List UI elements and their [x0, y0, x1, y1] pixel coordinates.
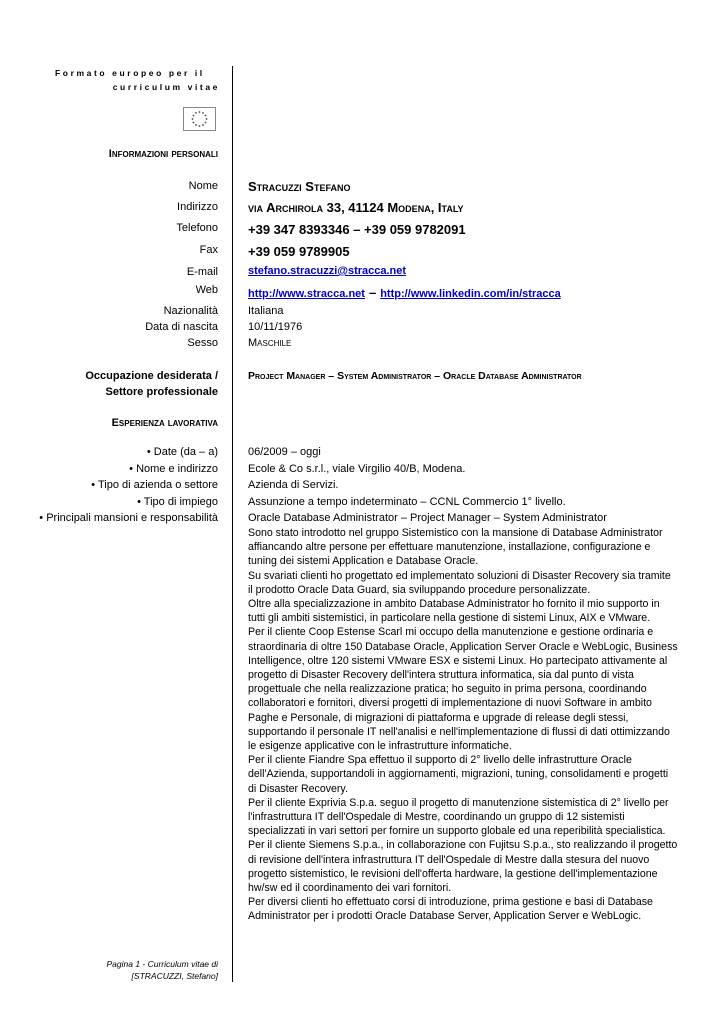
duties-description — [248, 526, 678, 924]
section-title-experience: Esperienza lavorativa — [111, 417, 218, 429]
label-employer: • Nome e indirizzo — [129, 463, 218, 475]
value-name: Stracuzzi Stefano — [248, 179, 351, 194]
value-employer: Ecole & Co s.r.l., viale Virgilio 40/B, Modena. — [248, 463, 466, 475]
label-web: Web — [195, 284, 218, 296]
duties-paragraph: Oltre alla specializzazione in ambito Database Administrator ho fornito il mio supporto in tutti gli ambiti sistemistici, in particolare nella gestione di sistemi Linux, AIX e VMware. — [248, 598, 660, 625]
linkedin-link[interactable]: http://www.linkedin.com/in/stracca — [380, 288, 561, 300]
value-birthdate: 10/11/1976 — [248, 321, 303, 333]
duties-paragraph: Per il cliente Fiandre Spa effettuo il supporto di 2° livello delle infrastrutture Oracle dell'Azienda, supportandoli in aggiornamenti, migrazioni, tuning, consolidamenti e progetti di Disaster Recovery. — [248, 754, 669, 795]
value-duties-title: Oracle Database Administrator – Project Manager – System Administrator — [248, 512, 607, 524]
footer-page-number: 1 — [135, 959, 141, 969]
header-title-line1: Formato europeo per il — [55, 68, 205, 78]
label-occupation-line2: Settore professionale — [105, 386, 218, 398]
label-occupation-line1: Occupazione desiderata / — [85, 370, 218, 382]
label-sector: • Tipo di azienda o settore — [91, 479, 218, 491]
vertical-divider — [232, 66, 233, 982]
header-title-line2: curriculum vitae — [112, 82, 220, 92]
label-dates: • Date (da – a) — [146, 446, 218, 458]
label-employment: • Tipo di impiego — [137, 496, 218, 508]
label-nationality: Nazionalità — [163, 305, 218, 317]
footer-line1 — [106, 958, 218, 970]
duties-paragraph: Per il cliente Siemens S.p.a., in collaborazione con Fujitsu S.p.a., sto realizzando il progetto di revisione dell'intera infrastruttura IT dell'Ospedale di Mestre dalla stesura del nuovo progetto sistemistico, le revisioni dell'offerta hardware, la gestione dell'implementazione hw/sw ed il coordinamento dei vari fornitori. — [248, 839, 678, 895]
label-address: Indirizzo — [177, 201, 218, 213]
label-duties: • Principali mansioni e responsabilità — [39, 512, 218, 524]
footer-page-label: Pagina — [106, 959, 133, 969]
value-sector: Azienda di Servizi. — [248, 479, 339, 491]
eu-flag-icon — [183, 107, 216, 131]
label-email: E-mail — [186, 266, 218, 278]
label-phone: Telefono — [176, 222, 218, 234]
label-name: Nome — [188, 180, 218, 192]
value-phone: +39 347 8393346 – +39 059 9782091 — [248, 222, 466, 237]
label-sex: Sesso — [187, 337, 218, 349]
duties-paragraph: Per il cliente Coop Estense Scarl mi occupo della manutenzione e gestione ordinaria e straordinaria di oltre 150 Database Oracle, Application Server Oracle e WebLogic, Business Intelligence, oltre 120 sistemi VMware ESX e sistemi Linux. Ho partecipato attivamente al progetto di Disaster Recovery dell'intera struttura informatica, sia dal punto di vista progettuale che nella realizzazione pratica; ho seguito in prima persona, coordinando collaboratori e fornitori, diversi progetti di implementazione di nuovi Software in ambito Paghe e Personale, di migrazioni di piattaforma e upgrade di release degli stessi, supportando il personale IT nell'analisi e nell'implementazione di flussi di dati ottimizzando le esigenze applicative con le infrastrutture informatiche. — [248, 626, 678, 753]
duties-paragraph: Per diversi clienti ho effettuato corsi di introduzione, prima gestione e basi di Database Administrator per i prodotti Oracle Database Server, Application Server e WebLogic. — [248, 896, 653, 923]
value-occupation: Project Manager – System Administrator – Oracle Database Administrator — [248, 370, 582, 382]
value-sex: Maschile — [248, 337, 292, 349]
website-link[interactable]: http://www.stracca.net — [248, 288, 365, 300]
value-web — [248, 285, 561, 300]
web-separator: – — [368, 285, 377, 300]
label-fax: Fax — [199, 244, 218, 256]
label-birthdate: Data di nascita — [145, 321, 218, 333]
page-footer — [106, 958, 218, 982]
duties-paragraph: Per il cliente Exprivia S.p.a. seguo il progetto di manutenzione sistemistica di 2° livello per l'infrastruttura IT dell'Ospedale di Mestre, coordinando un gruppo di 12 sistemisti specializzati in vari settori per fornire un supporto globale ed una reperibilità specialistica. — [248, 796, 669, 838]
value-employment: Assunzione a tempo indeterminato – CCNL Commercio 1° livello. — [248, 496, 566, 508]
value-email — [248, 265, 406, 277]
value-dates: 06/2009 – oggi — [248, 446, 321, 458]
section-title-personal: Informazioni personali — [108, 148, 218, 160]
footer-suffix: - Curriculum vitae di — [142, 959, 218, 969]
email-link[interactable]: stefano.stracuzzi@stracca.net — [248, 265, 407, 277]
footer-name: [STRACUZZI, Stefano] — [131, 971, 218, 981]
value-address: via Archirola 33, 41124 Modena, Italy — [248, 200, 464, 215]
duties-paragraph: Sono stato introdotto nel gruppo Sistemistico con la mansione di Database Administrator affiancando altre persone per effettuare manutenzione, installazione, configurazione e tuning dei sistemi Application e Database Oracle. — [248, 527, 663, 568]
value-fax: +39 059 9789905 — [248, 244, 350, 259]
duties-paragraph: Su svariati clienti ho progettato ed implementato soluzioni di Disaster Recovery sia tramite il prodotto Oracle Data Guard, sia sviluppando procedure personalizzate. — [248, 569, 671, 596]
value-nationality: Italiana — [248, 305, 284, 317]
